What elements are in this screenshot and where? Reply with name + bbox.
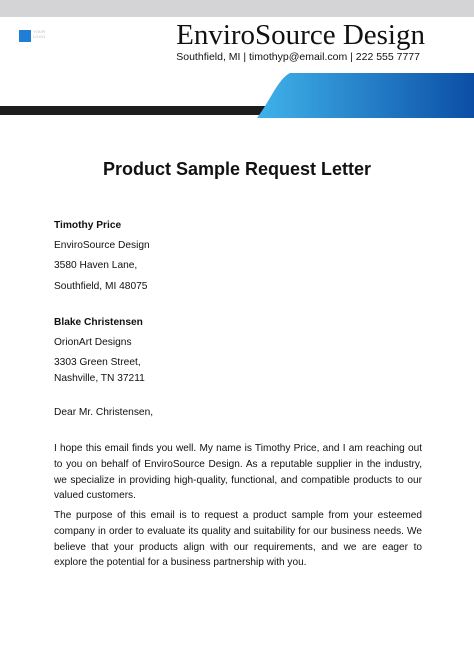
sender-street: 3580 Haven Lane, — [54, 260, 138, 271]
sender-company: EnviroSource Design — [54, 240, 150, 251]
recipient-company: OrionArt Designs — [54, 337, 132, 348]
logo-square-icon — [19, 30, 31, 42]
company-contact-line: Southfield, MI | timothyp@email.com | 222 555 7777 — [176, 51, 420, 63]
header-decorative-band — [0, 73, 474, 118]
sender-city: Southfield, MI 48075 — [54, 281, 148, 292]
letter-title: Product Sample Request Letter — [102, 159, 372, 179]
body-paragraph: I hope this email finds you well. My name is Timothy Price, and I am reaching out to you on behalf of EnviroSource Design. As a reputable supplier in the industry, we specialize in providing high-quality, functional, and compatible products to our valued customers. — [54, 443, 422, 502]
blue-gradient-shape — [257, 73, 474, 118]
recipient-name: Blake Christensen — [54, 317, 143, 328]
body-paragraph: The purpose of this email is to request a product sample from your esteemed company in order to evaluate its quality and suitability for our business needs. We believe that your products align with our requirements, and we are eager to explore the potential for a business partnership with you. — [54, 510, 422, 569]
header-band-graphic — [0, 73, 474, 118]
recipient-street: 3303 Green Street, — [54, 357, 141, 368]
sender-name: Timothy Price — [54, 220, 122, 231]
top-gray-bar — [0, 0, 474, 17]
logo-placeholder-text: YOUR LOGO — [33, 29, 46, 39]
salutation: Dear Mr. Christensen, — [54, 407, 154, 418]
company-name: EnviroSource Design — [176, 19, 425, 51]
recipient-city: Nashville, TN 37211 — [54, 373, 145, 384]
